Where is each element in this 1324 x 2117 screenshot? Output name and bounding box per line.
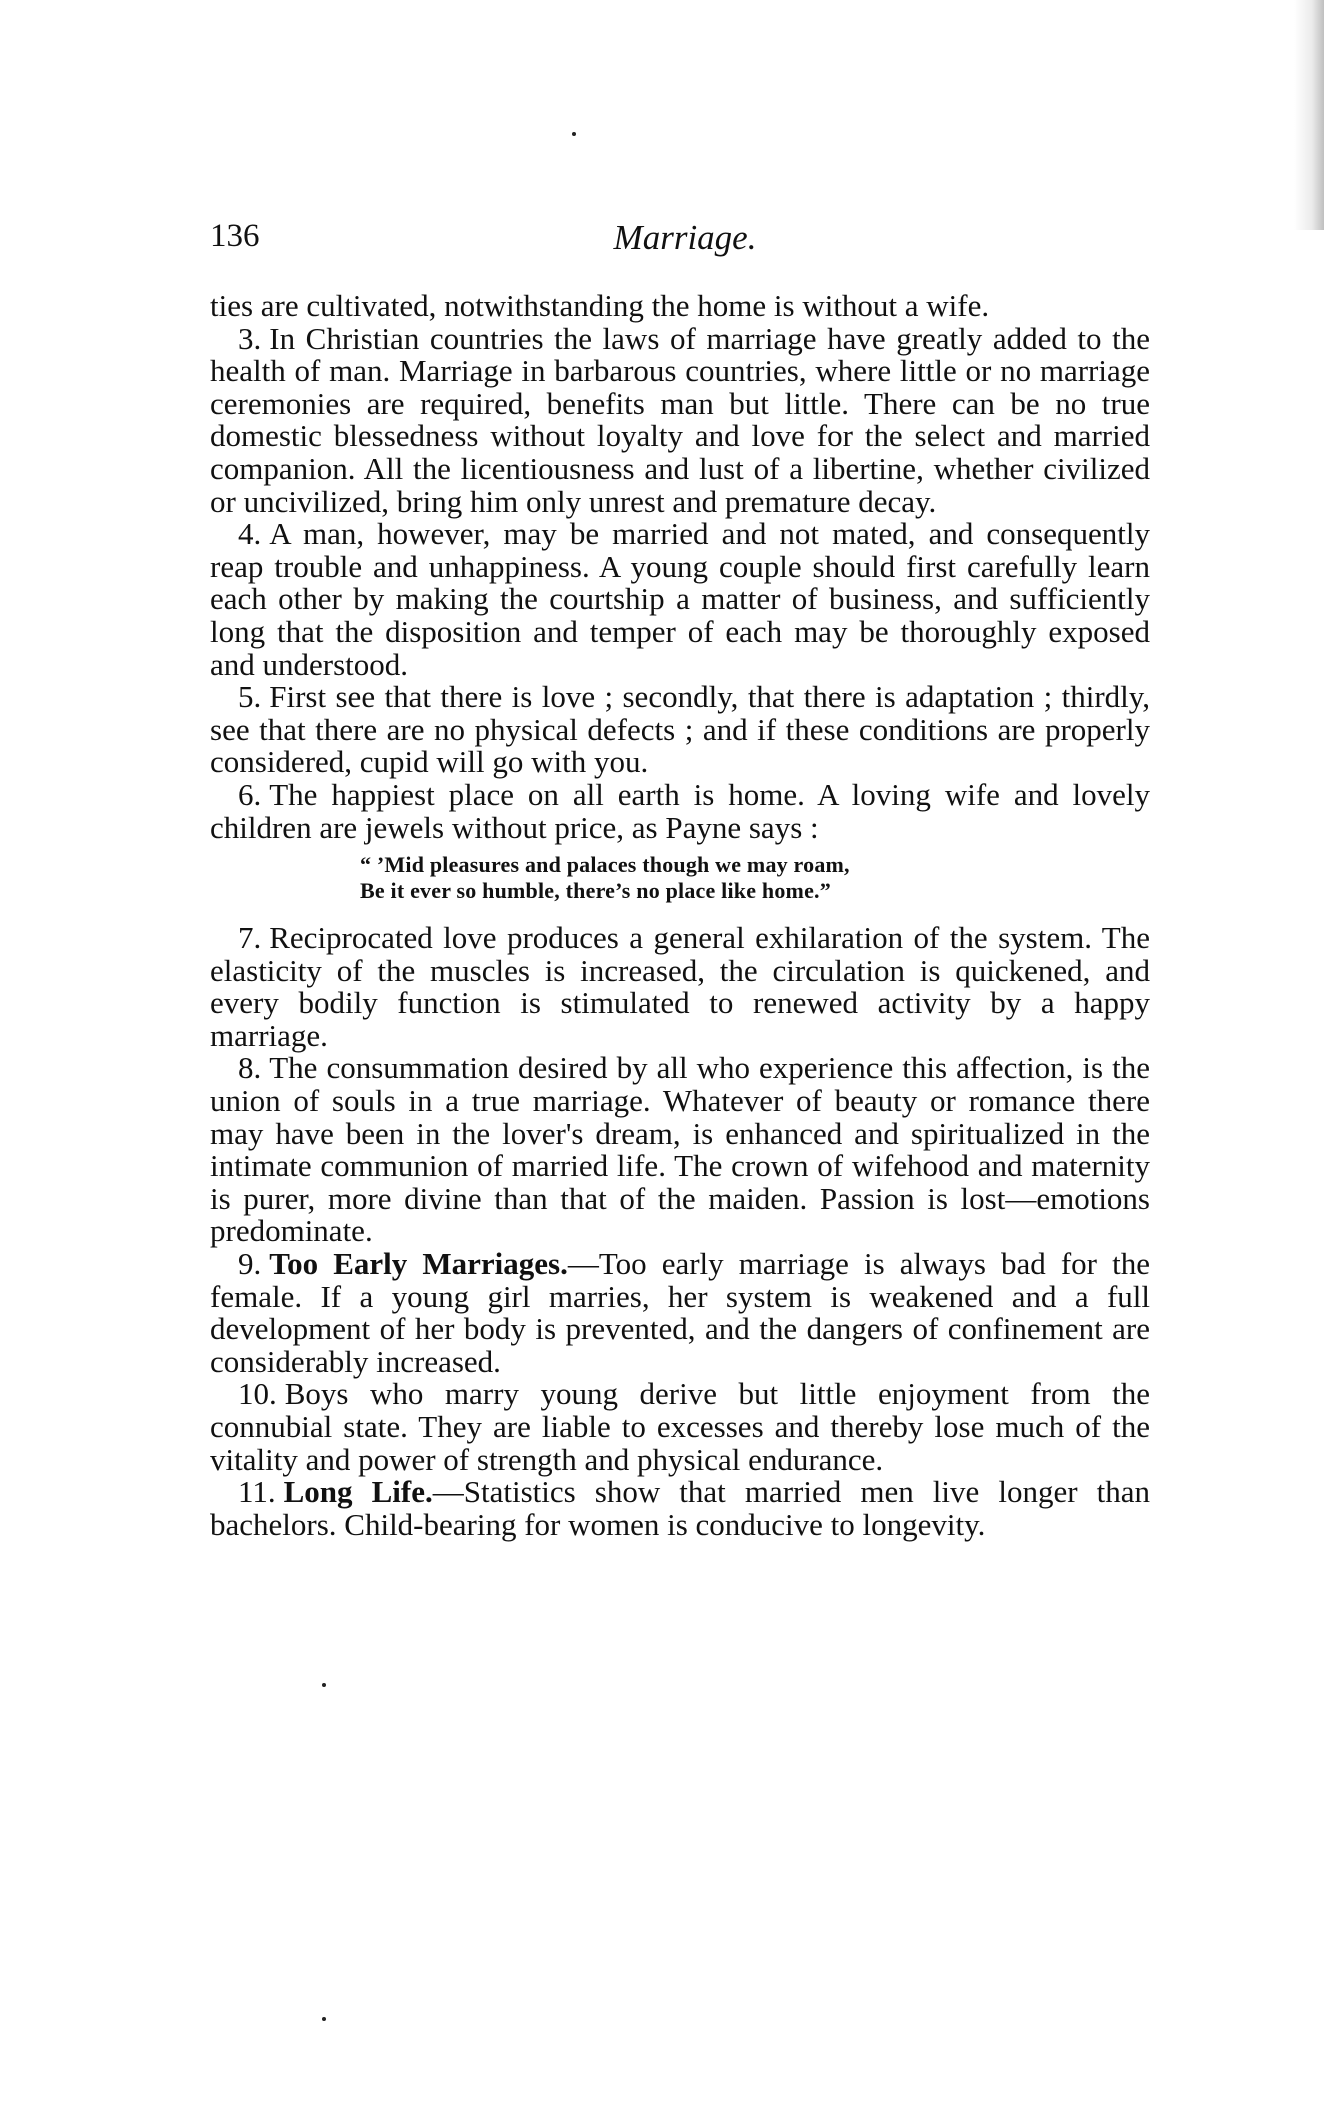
quote-line: “ ’Mid pleasures and palaces though we may roam, xyxy=(360,852,850,878)
paragraph-text: Boys who marry young derive but little enjoyment from the connubial state. They are liable to excesses and thereby lose much of the vitality and power of strength and physical endurance. xyxy=(210,1376,1150,1477)
paragraph-text: ties are cultivated, notwithstanding the home is without a wife. xyxy=(210,288,990,323)
page-header xyxy=(210,218,1160,268)
paragraph-text: —Statistics show that married men live longer than bachelors. Child-bearing for women is conducive to longevity. xyxy=(210,1474,1150,1542)
page-edge-shadow xyxy=(1294,0,1324,230)
paragraph-text: First see that there is love ; secondly, that there is adaptation ; thirdly, see that there are no physical defects ; and if these conditions are properly considered, cupid will go with you. xyxy=(210,679,1150,780)
paragraph-number: 7. xyxy=(238,920,262,956)
ink-speck xyxy=(322,1683,326,1687)
paragraph-4 xyxy=(210,518,1150,681)
quote-line: Be it ever so humble, there’s no place like home.” xyxy=(360,878,831,904)
paragraph-number: 8. xyxy=(238,1050,262,1086)
paragraph-number: 4. xyxy=(238,516,262,552)
paragraph-number: 10. xyxy=(238,1376,277,1412)
paragraph-text: The happiest place on all earth is home. A loving wife and lovely children are jewels without price, as Payne says : xyxy=(210,776,1150,845)
page-number: 136 xyxy=(210,218,260,254)
section-heading: Too Early Marriages. xyxy=(269,1246,568,1282)
paragraph-5 xyxy=(210,681,1150,779)
paragraph-9 xyxy=(210,1248,1150,1378)
paragraph-number: 9. xyxy=(238,1246,262,1282)
paragraph-continued xyxy=(210,290,1150,323)
paragraph-3 xyxy=(210,320,1150,519)
section-heading: Long Life. xyxy=(283,1474,433,1510)
paragraph-text: The consummation desired by all who experience this affection, is the union of souls in a true marriage. Whatever of beauty or romance there may have been in the lover's dream, is enhanced and spiritualized in the intimate communion of married life. The crown of wifehood and maternity is purer, more divine than that of the maiden. Passion is lost—emotions predominate. xyxy=(210,1050,1150,1249)
paragraph-number: 5. xyxy=(238,679,262,715)
paragraph-8 xyxy=(210,1052,1150,1248)
paragraph-text: In Christian countries the laws of marriage have greatly added to the health of man. Marriage in barbarous countries, where little or no marriage ceremonies are required, benefits man but little. There can be no true domestic blessedness without loyalty and love for the select and married companion. All the licentiousness and lust of a libertine, whether civilized or uncivilized, bring him only unrest and premature decay. xyxy=(210,320,1150,519)
paragraph-number: 11. xyxy=(238,1474,276,1510)
paragraph-text: Reciprocated love produces a general exhilaration of the system. The elasticity of the muscles is increased, the circulation is quickened, and every bodily function is stimulated to renewed activity by a happy marriage. xyxy=(210,920,1150,1053)
paragraph-number: 6. xyxy=(238,776,262,812)
paragraph-text: A man, however, may be married and not mated, and consequently reap trouble and unhappiness. A young couple should first carefully learn each other by making the courtship a matter of business, and sufficiently long that the disposition and temper of each may be thoroughly exposed and understood. xyxy=(210,516,1150,682)
ink-speck xyxy=(322,2017,326,2021)
paragraph-10 xyxy=(210,1378,1150,1476)
ink-speck xyxy=(572,132,576,136)
body-text xyxy=(210,290,1150,1541)
block-quote xyxy=(360,852,1150,904)
paragraph-text: —Too early marriage is always bad for the female. If a young girl marries, her system is weakened and a full development of her body is prevented, and the dangers of confinement are considerably increased. xyxy=(210,1246,1150,1379)
running-title: Marriage. xyxy=(613,218,757,257)
paragraph-11 xyxy=(210,1476,1150,1541)
paragraph-6 xyxy=(210,776,1150,845)
paragraph-number: 3. xyxy=(238,320,262,356)
paragraph-7 xyxy=(210,922,1150,1052)
